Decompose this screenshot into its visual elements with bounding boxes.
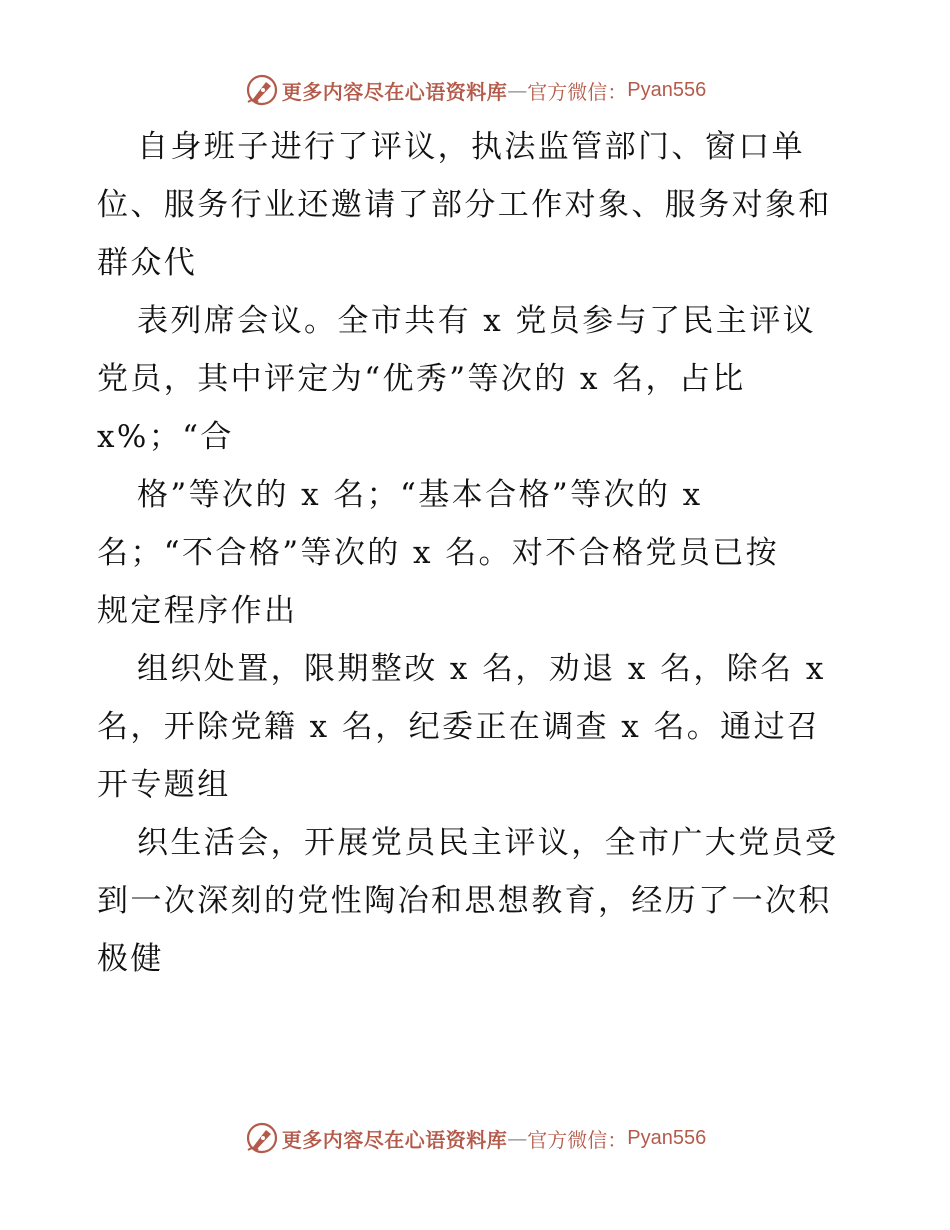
header-watermark — [0, 70, 950, 110]
text-line: 群众代 — [97, 245, 198, 281]
watermark-text: 更多内容尽在心语资料库 — [281, 79, 508, 104]
document-body — [97, 118, 857, 988]
text-line: 表列席会议。全市共有 x 党员参与了民主评议 — [137, 303, 816, 339]
text-line: x%；“合 — [97, 419, 234, 455]
watermark-subtext: 官方微信： — [527, 81, 628, 104]
text-line: 规定程序作出 — [97, 593, 298, 629]
text-line: 极健 — [97, 941, 164, 977]
watermark-separator: — — [507, 78, 528, 102]
text-line: 组织处置，限期整改 x 名，劝退 x 名，除名 x — [137, 651, 826, 687]
text-line: 自身班子进行了评议，执法监管部门、窗口单 — [137, 129, 805, 165]
watermark-contact: Pyan556 — [627, 78, 707, 101]
text-line: 开专题组 — [97, 767, 231, 803]
text-line: 到一次深刻的党性陶冶和思想教育，经历了一次积 — [97, 883, 832, 919]
pen-nib-circle-icon — [244, 72, 280, 108]
text-line: 名，开除党籍 x 名，纪委正在调查 x 名。通过召 — [97, 709, 821, 745]
watermark-text: 更多内容尽在心语资料库 — [281, 1127, 508, 1152]
text-line: 名；“不合格”等次的 x 名。对不合格党员已按 — [97, 535, 780, 571]
watermark-separator: — — [507, 1126, 528, 1150]
footer-watermark — [0, 1118, 950, 1158]
text-line: 党员，其中评定为“优秀”等次的 x 名，占比 — [97, 361, 746, 397]
text-line: 织生活会，开展党员民主评议，全市广大党员受 — [137, 825, 839, 861]
text-line: 位、服务行业还邀请了部分工作对象、服务对象和 — [97, 187, 832, 223]
watermark-contact: Pyan556 — [627, 1126, 707, 1149]
text-line: 格”等次的 x 名；“基本合格”等次的 x — [137, 477, 703, 513]
watermark-subtext: 官方微信： — [527, 1129, 628, 1152]
pen-nib-circle-icon — [244, 1120, 280, 1156]
